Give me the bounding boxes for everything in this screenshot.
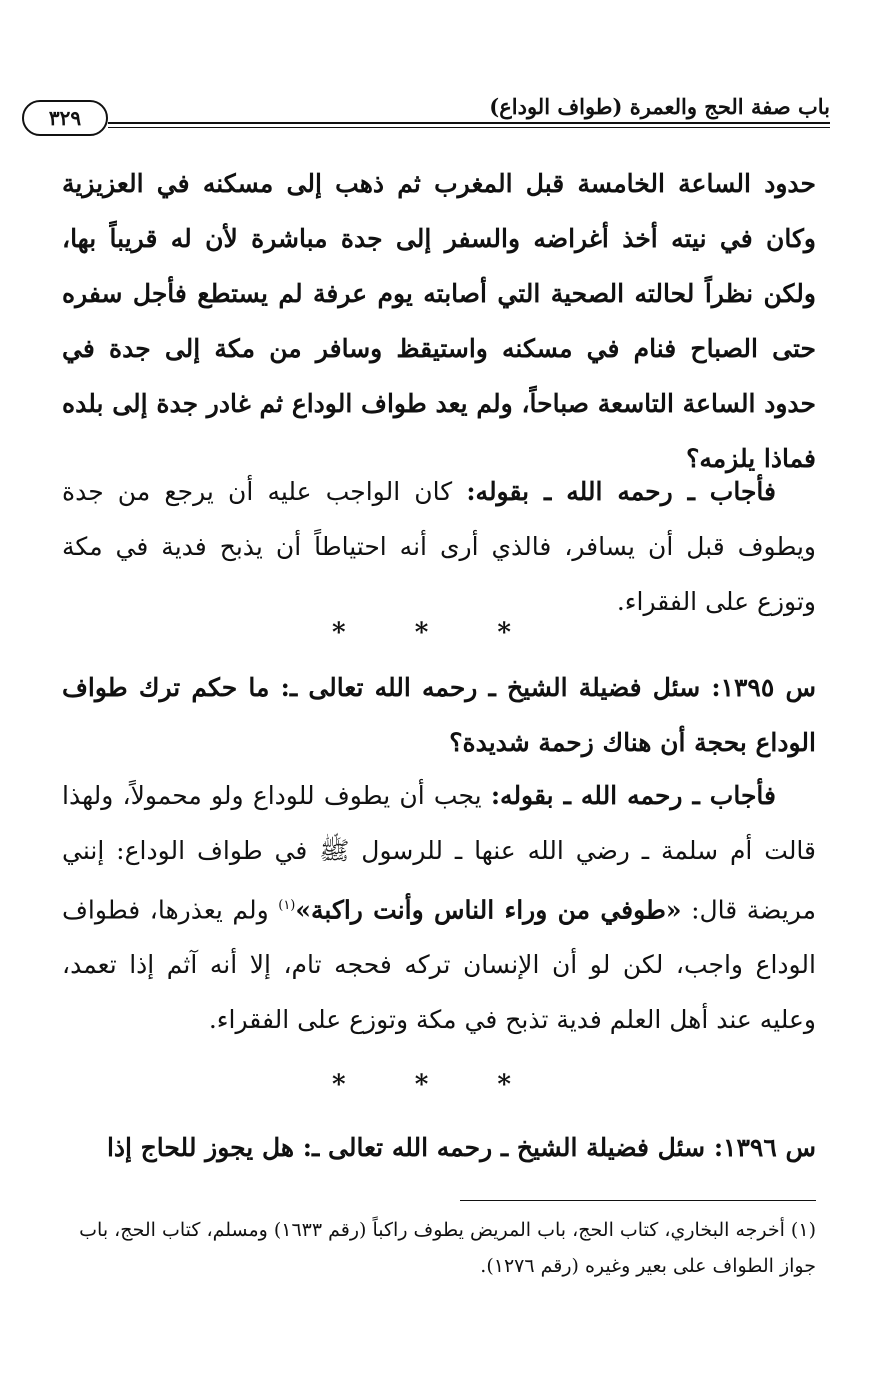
answer-paragraph-1 [62,464,816,629]
answer-text: يجب أن يطوف للوداع ولو محمولاً، ولهذا قالت أم سلمة ـ رضي الله عنها ـ للرسول ﷺ في طواف الوداع: إنني مريضة قال: [62,781,816,925]
answer-paragraph-2 [62,768,816,1047]
question-text: سئل فضيلة الشيخ ـ رحمه الله تعالى ـ: ما حكم ترك طواف الوداع بحجة أن هناك زحمة شديدة؟ [62,673,816,757]
footnote-ref: (١) [278,898,296,913]
section-separator: * * * [332,618,541,648]
chapter-title: باب صفة الحج والعمرة (طواف الوداع) [489,94,830,119]
answer-text: كان الواجب عليه أن يرجع من جدة ويطوف قبل أن يسافر، فالذي أرى أنه احتياطاً أن يذبح فدية في مكة وتوزع على الفقراء. [62,477,816,616]
page-number: ٣٢٩ [22,100,108,136]
question-1396 [62,1120,816,1175]
hadith-quote: «طوفي من وراء الناس وأنت راكبة» [295,895,682,925]
page-header [22,94,830,148]
section-separator: * * * [332,1070,541,1100]
question-1395 [62,660,816,770]
footnote: (١) أخرجه البخاري، كتاب الحج، باب المريض يطوف راكباً (رقم ١٦٣٣) ومسلم، كتاب الحج، باب جواز الطواف على بعير وغيره (رقم ١٢٧٦). [79,1219,816,1277]
header-rule [108,122,830,128]
answer-lead: فأجاب ـ رحمه الله ـ بقوله: [466,477,776,506]
answer-lead: فأجاب ـ رحمه الله ـ بقوله: [490,781,776,810]
question-number: س ١٣٩٥: [711,673,816,702]
question-number: س ١٣٩٦: [713,1133,816,1162]
answer-text: ولم يعذرها، فطواف الوداع واجب، لكن لو أن الإنسان تركه فحجه تام، إلا أنه آثم إذا تعمد، وعليه عند أهل العلم فدية تذبح في مكة وتوزع على الفقراء. [62,895,816,1035]
question-continuation: حدود الساعة الخامسة قبل المغرب ثم ذهب إلى مسكنه في العزيزية وكان في نيته أخذ أغراضه والسفر إلى جدة مباشرة لأن له قريباً بها، ولكن نظراً لحالته الصحية التي أصابته يوم عرفة لم يستطع فأجل سفره حتى الصباح فنام في مسكنه واستيقظ وسافر من مكة إلى جدة في حدود الساعة التاسعة صباحاً، ولم يعد طواف الوداع ثم غادر جدة إلى بلده فماذا يلزمه؟ [62,169,816,473]
footnote-rule [460,1200,816,1201]
question-text: سئل فضيلة الشيخ ـ رحمه الله تعالى ـ: هل يجوز للحاج إذا [106,1133,714,1162]
